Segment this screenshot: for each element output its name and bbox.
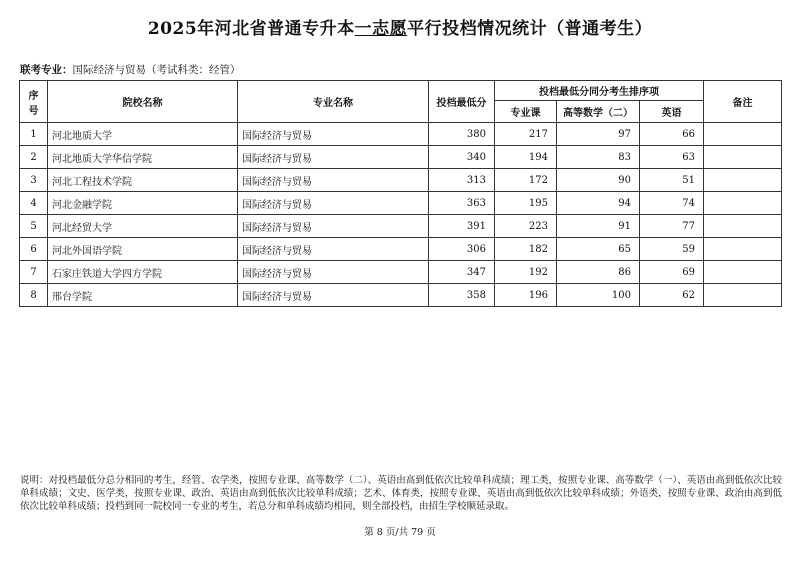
page-title	[0, 14, 800, 39]
cell-english: 69	[640, 261, 704, 284]
cell-major-course: 172	[495, 169, 557, 192]
cell-math: 86	[557, 261, 640, 284]
cell-school: 河北工程技术学院	[48, 169, 238, 192]
cell-english: 63	[640, 146, 704, 169]
cell-min-score: 313	[429, 169, 495, 192]
cell-major: 国际经济与贸易	[238, 284, 429, 307]
cell-major: 国际经济与贸易	[238, 146, 429, 169]
cell-school: 河北经贸大学	[48, 215, 238, 238]
cell-remark	[704, 284, 782, 307]
cell-remark	[704, 238, 782, 261]
cell-major-course: 217	[495, 123, 557, 146]
cell-remark	[704, 192, 782, 215]
table-row	[20, 192, 782, 215]
header-sub-english: 英语	[640, 101, 704, 123]
header-remark: 备注	[704, 81, 782, 123]
cell-major: 国际经济与贸易	[238, 261, 429, 284]
cell-min-score: 306	[429, 238, 495, 261]
cell-math: 65	[557, 238, 640, 261]
table-row	[20, 123, 782, 146]
cell-min-score: 391	[429, 215, 495, 238]
cell-major-course: 194	[495, 146, 557, 169]
cell-math: 97	[557, 123, 640, 146]
cell-index: 4	[20, 192, 48, 215]
cell-remark	[704, 123, 782, 146]
header-sub-major-course: 专业课	[495, 101, 557, 123]
cell-major: 国际经济与贸易	[238, 123, 429, 146]
header-sub-math: 高等数学（二）	[557, 101, 640, 123]
cell-math: 91	[557, 215, 640, 238]
cell-min-score: 363	[429, 192, 495, 215]
cell-school: 石家庄铁道大学四方学院	[48, 261, 238, 284]
cell-major-course: 223	[495, 215, 557, 238]
cell-major-course: 192	[495, 261, 557, 284]
cell-math: 83	[557, 146, 640, 169]
table-row	[20, 169, 782, 192]
cell-school: 河北金融学院	[48, 192, 238, 215]
cell-school: 邢台学院	[48, 284, 238, 307]
cell-index: 8	[20, 284, 48, 307]
cell-math: 90	[557, 169, 640, 192]
table-row	[20, 284, 782, 307]
cell-math: 100	[557, 284, 640, 307]
table-row	[20, 146, 782, 169]
footnote: 说明：对投档最低分总分相同的考生，经管、农学类，按照专业课、高等数学（二）、英语由高到低依次比较单科成绩；理工类，按照专业课、高等数学（一）、英语由高到低依次比较单科成绩；文史、医学类，按照专业课、政治、英语由高到低依次比较单科成绩；艺术、体育类，按照专业课、英语由高到低依次比较单科成绩；外语类，按照专业课、政治由高到低依次比较单科成绩；投档到同一院校同一专业的考生，若总分和单科成绩均相同，则全部投档，由招生学校顺延录取。	[20, 475, 782, 512]
cell-school: 河北地质大学华信学院	[48, 146, 238, 169]
table-row	[20, 261, 782, 284]
cell-index: 7	[20, 261, 48, 284]
major-value: 国际经济与贸易（考试科类：经管）	[72, 64, 241, 76]
cell-english: 51	[640, 169, 704, 192]
admission-table	[19, 80, 782, 307]
cell-major: 国际经济与贸易	[238, 169, 429, 192]
title-part-3: 平行投档情况统计（普通考生）	[407, 19, 653, 39]
cell-min-score: 340	[429, 146, 495, 169]
header-major: 专业名称	[238, 81, 429, 123]
header-row-1	[20, 81, 782, 101]
cell-index: 2	[20, 146, 48, 169]
cell-min-score: 347	[429, 261, 495, 284]
header-min-score: 投档最低分	[429, 81, 495, 123]
table-row	[20, 238, 782, 261]
cell-index: 3	[20, 169, 48, 192]
cell-remark	[704, 261, 782, 284]
cell-english: 77	[640, 215, 704, 238]
cell-index: 1	[20, 123, 48, 146]
cell-major-course: 195	[495, 192, 557, 215]
cell-min-score: 380	[429, 123, 495, 146]
cell-major: 国际经济与贸易	[238, 192, 429, 215]
title-part-2: 一志愿	[354, 19, 408, 39]
title-part-1: 2025年河北省普通专升本	[147, 19, 355, 39]
cell-remark	[704, 215, 782, 238]
cell-english: 62	[640, 284, 704, 307]
header-tiebreak: 投档最低分同分考生排序项	[495, 81, 704, 101]
header-index: 序号	[20, 81, 48, 123]
cell-major: 国际经济与贸易	[238, 215, 429, 238]
cell-index: 6	[20, 238, 48, 261]
cell-major: 国际经济与贸易	[238, 238, 429, 261]
cell-major-course: 182	[495, 238, 557, 261]
cell-min-score: 358	[429, 284, 495, 307]
major-label: 联考专业：	[20, 64, 73, 76]
cell-remark	[704, 146, 782, 169]
major-line	[20, 62, 241, 77]
cell-english: 66	[640, 123, 704, 146]
table-row	[20, 215, 782, 238]
cell-major-course: 196	[495, 284, 557, 307]
cell-math: 94	[557, 192, 640, 215]
cell-index: 5	[20, 215, 48, 238]
cell-english: 59	[640, 238, 704, 261]
cell-school: 河北外国语学院	[48, 238, 238, 261]
cell-remark	[704, 169, 782, 192]
page-number: 第 8 页/共 79 页	[364, 527, 436, 538]
cell-english: 74	[640, 192, 704, 215]
cell-school: 河北地质大学	[48, 123, 238, 146]
header-school: 院校名称	[48, 81, 238, 123]
